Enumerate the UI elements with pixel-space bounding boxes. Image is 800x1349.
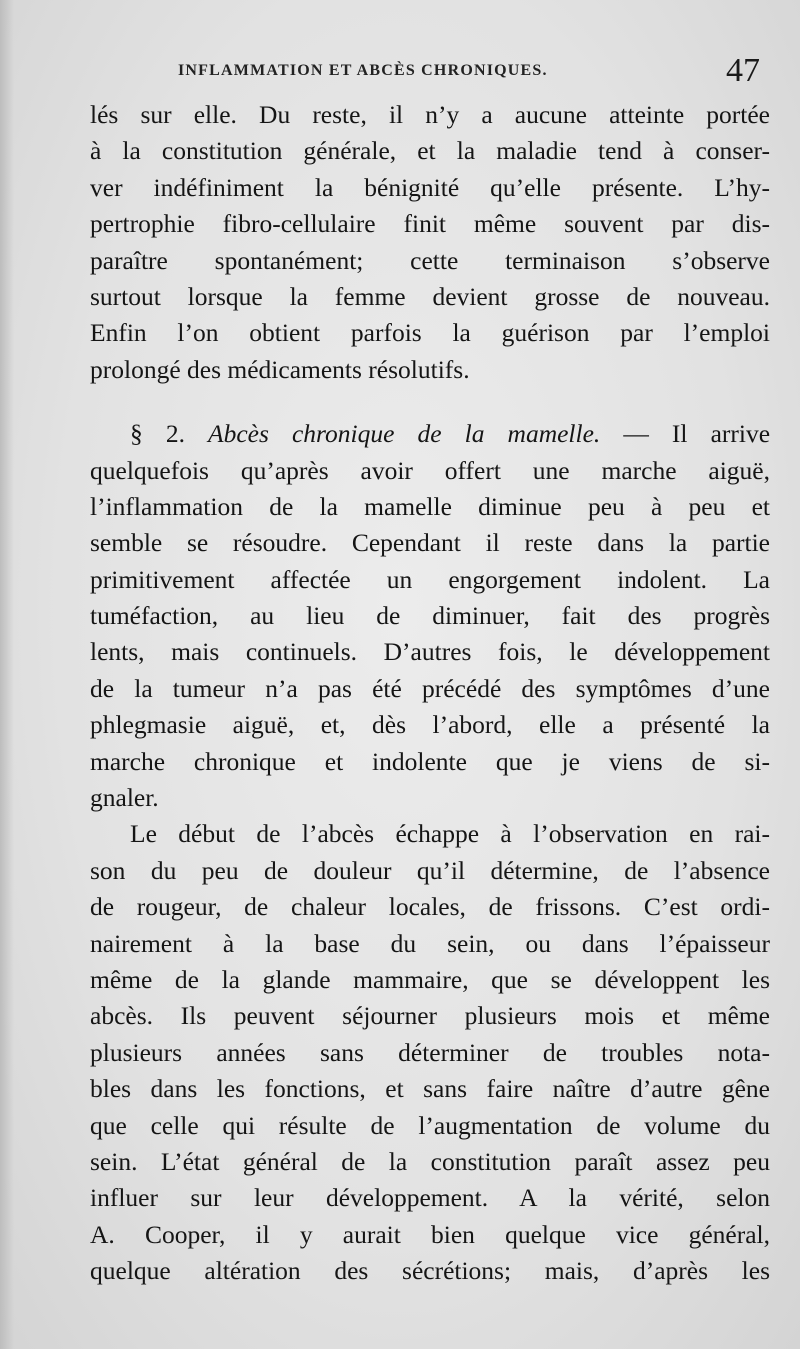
section-mark: § 2. [130, 419, 185, 449]
section-heading-rest: — Il arrive [600, 419, 771, 449]
section-heading-line [90, 416, 770, 452]
text-line: bles dans les fonctions, et sans faire naître d’autre gêne [90, 1074, 770, 1104]
text-line: surtout lorsque la femme devient grosse de nouveau. [90, 281, 770, 311]
text-line: à la constitution générale, et la maladie tend à conser- [90, 136, 770, 166]
text-line: prolongé des médicaments résolutifs. [90, 354, 470, 384]
text-line: lés sur elle. Du reste, il n’y a aucune atteinte portée [90, 100, 770, 129]
text-line: son du peu de douleur qu’il détermine, de l’absence [90, 855, 770, 885]
paragraph-2 [90, 416, 770, 816]
text-line: paraître spontanément; cette terminaison s’observe [90, 245, 770, 275]
page-number: 47 [726, 52, 760, 89]
text-line: influer sur leur développement. A la vérité, selon [90, 1183, 770, 1213]
page-header [0, 52, 800, 98]
text-line: que celle qui résulte de l’augmentation de volume du [90, 1110, 770, 1140]
text-line: A. Cooper, il y aurait bien quelque vice général, [90, 1219, 770, 1249]
text-line: quelquefois qu’après avoir offert une marche aiguë, [90, 455, 770, 485]
running-head: INFLAMMATION ET ABCÈS CHRONIQUES. [178, 62, 548, 79]
page-gutter-shadow [0, 0, 14, 1349]
paragraph-3 [90, 816, 770, 1289]
text-line: quelque altération des sécrétions; mais, d’après les [90, 1256, 770, 1286]
text-line: Le début de l’abcès échappe à l’observation en rai- [130, 819, 770, 849]
text-line: marche chronique et indolente que je viens de si- [90, 746, 770, 776]
text-line: pertrophie fibro-cellulaire finit même souvent par dis- [90, 209, 770, 239]
text-line: de rougeur, de chaleur locales, de frissons. C’est ordi- [90, 892, 770, 922]
body-text [90, 97, 770, 1290]
text-line: lents, mais continuels. D’autres fois, le développement [90, 637, 770, 667]
text-line: tuméfaction, au lieu de diminuer, fait des progrès [90, 601, 770, 631]
section-title: Abcès chronique de la mamelle. [208, 419, 601, 449]
text-line: sein. L’état général de la constitution paraît assez peu [90, 1146, 770, 1176]
text-line: phlegmasie aiguë, et, dès l’abord, elle a présenté la [90, 710, 770, 740]
text-line: de la tumeur n’a pas été précédé des symptômes d’une [90, 673, 770, 703]
paragraph-1 [90, 97, 770, 388]
text-line: nairement à la base du sein, ou dans l’épaisseur [90, 928, 770, 958]
text-line: abcès. Ils peuvent séjourner plusieurs mois et même [90, 1001, 770, 1031]
text-line: semble se résoudre. Cependant il reste dans la partie [90, 528, 770, 558]
text-line: ver indéfiniment la bénignité qu’elle présente. L’hy- [90, 172, 770, 202]
paragraph-spacer [90, 388, 770, 416]
text-line: gnaler. [90, 783, 159, 813]
text-line: même de la glande mammaire, que se développent les [90, 964, 770, 994]
text-line: l’inflammation de la mamelle diminue peu à peu et [90, 491, 770, 521]
text-line: Enfin l’on obtient parfois la guérison par l’emploi [90, 318, 770, 348]
text-line: plusieurs années sans déterminer de troubles nota- [90, 1037, 770, 1067]
text-line: primitivement affectée un engorgement indolent. La [90, 564, 770, 594]
